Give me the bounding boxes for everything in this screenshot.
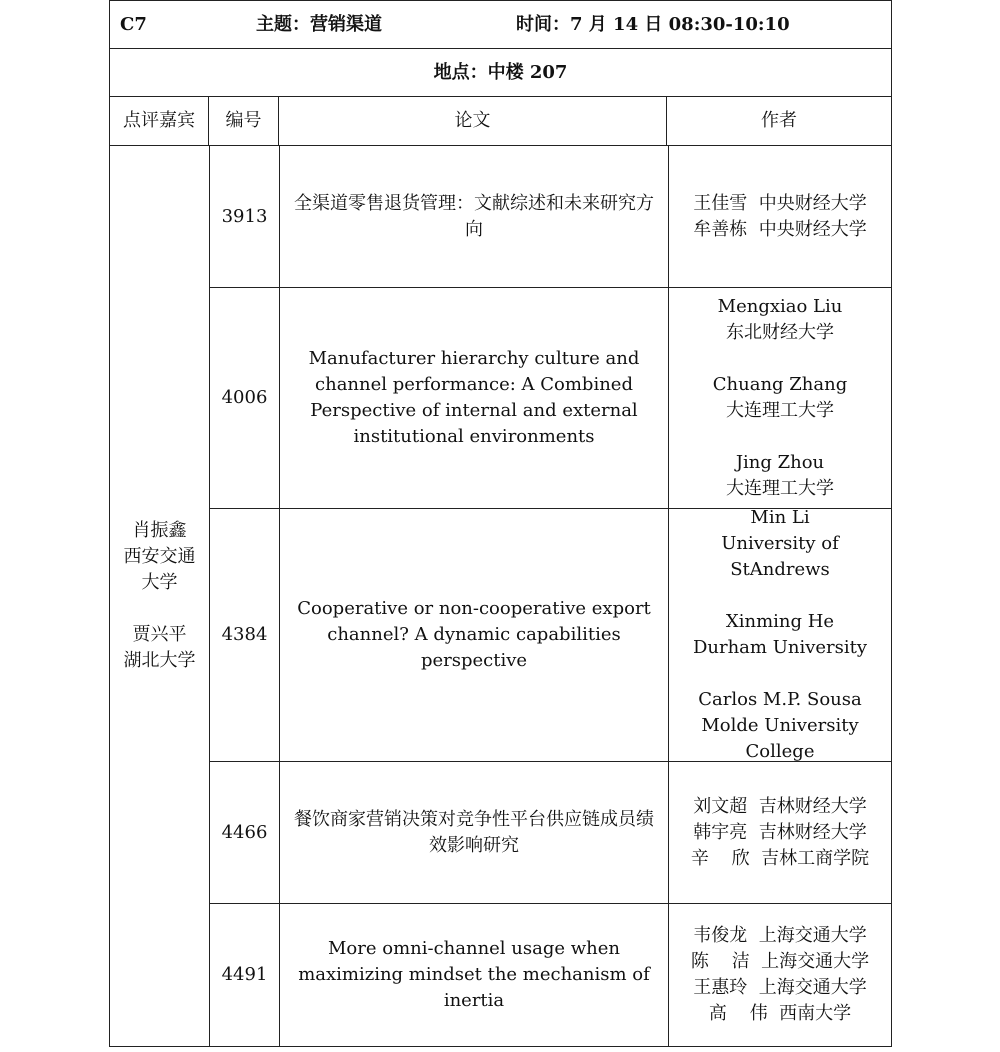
paper-authors bbox=[669, 505, 891, 765]
paper-title: More omni-channel usage when maximizing mindset the mechanism of inertia bbox=[298, 938, 650, 1011]
column-header-authors: 作者 bbox=[761, 110, 797, 131]
author-name: Xinming He bbox=[725, 611, 835, 632]
session-code: C7 bbox=[120, 13, 147, 35]
reviewer-affiliation: 西安交通 bbox=[123, 546, 196, 567]
author-affiliation: 东北财经大学 bbox=[725, 322, 834, 343]
column-header-row bbox=[109, 97, 892, 146]
author-affiliation: College bbox=[745, 741, 815, 762]
session-table bbox=[109, 0, 892, 1047]
paper-authors bbox=[693, 191, 866, 243]
paper-authors bbox=[691, 794, 869, 872]
location-row bbox=[109, 49, 892, 97]
paper-id: 4384 bbox=[210, 509, 280, 761]
table-row bbox=[210, 288, 891, 509]
author-affiliation: 大连理工大学 bbox=[725, 400, 834, 421]
author-affiliation: Molde University bbox=[701, 715, 859, 736]
paper-authors bbox=[691, 923, 869, 1027]
table-row bbox=[210, 146, 891, 288]
author-line: 陈 洁 上海交通大学 bbox=[690, 951, 870, 972]
author-affiliation: Durham University bbox=[692, 637, 868, 658]
reviewer-name: 肖振鑫 bbox=[132, 520, 187, 541]
paper-id: 4006 bbox=[210, 288, 280, 508]
author-name: Mengxiao Liu bbox=[717, 296, 843, 317]
reviewer-affiliation: 大学 bbox=[141, 572, 178, 593]
session-theme: 主题：营销渠道 bbox=[256, 13, 382, 35]
paper-title: Manufacturer hierarchy culture and channel performance: A Combined Perspective of internal and external institutional environments bbox=[308, 348, 640, 447]
paper-title: 餐饮商家营销决策对竞争性平台供应链成员绩效影响研究 bbox=[294, 808, 654, 856]
author-affiliation: 大连理工大学 bbox=[725, 478, 834, 499]
paper-id: 4466 bbox=[210, 762, 280, 903]
author-line: 韩宇亮 吉林财经大学 bbox=[693, 821, 867, 843]
table-body bbox=[109, 146, 892, 1047]
session-time: 时间：7 月 14 日 08:30-10:10 bbox=[516, 13, 790, 35]
column-header-paper: 论文 bbox=[279, 97, 667, 145]
author-name: Chuang Zhang bbox=[712, 374, 848, 395]
author-line: 王佳雪 中央财经大学 bbox=[693, 192, 867, 214]
table-row bbox=[210, 509, 891, 762]
author-line: 王惠玲 上海交通大学 bbox=[693, 977, 867, 998]
column-header-reviewer: 点评嘉宾 bbox=[110, 97, 209, 145]
table-row bbox=[210, 762, 891, 904]
paper-title: Cooperative or non-cooperative export channel? A dynamic capabilities perspective bbox=[297, 598, 651, 671]
author-name: Min Li bbox=[750, 507, 810, 528]
reviewer-affiliation: 湖北大学 bbox=[123, 650, 196, 671]
papers-list bbox=[210, 146, 891, 1046]
column-header-id: 编号 bbox=[209, 97, 279, 145]
author-name: Carlos M.P. Sousa bbox=[698, 689, 862, 710]
author-line: 高 伟 西南大学 bbox=[708, 1003, 852, 1024]
author-line: 牟善栋 中央财经大学 bbox=[693, 218, 867, 240]
reviewer-name: 贾兴平 bbox=[132, 624, 187, 645]
reviewers-cell bbox=[110, 146, 210, 1046]
author-line: 韦俊龙 上海交通大学 bbox=[693, 925, 867, 946]
author-line: 辛 欣 吉林工商学院 bbox=[690, 847, 870, 869]
author-affiliation: University of StAndrews bbox=[721, 533, 839, 580]
table-row bbox=[210, 904, 891, 1046]
paper-id: 4491 bbox=[210, 904, 280, 1046]
author-name: Jing Zhou bbox=[735, 452, 825, 473]
session-location: 地点：中楼 207 bbox=[433, 61, 568, 83]
session-header-row bbox=[109, 0, 892, 49]
paper-authors bbox=[713, 294, 847, 502]
paper-title: 全渠道零售退货管理：文献综述和未来研究方向 bbox=[294, 192, 654, 240]
author-line: 刘文超 吉林财经大学 bbox=[693, 795, 867, 817]
paper-id: 3913 bbox=[210, 146, 280, 287]
